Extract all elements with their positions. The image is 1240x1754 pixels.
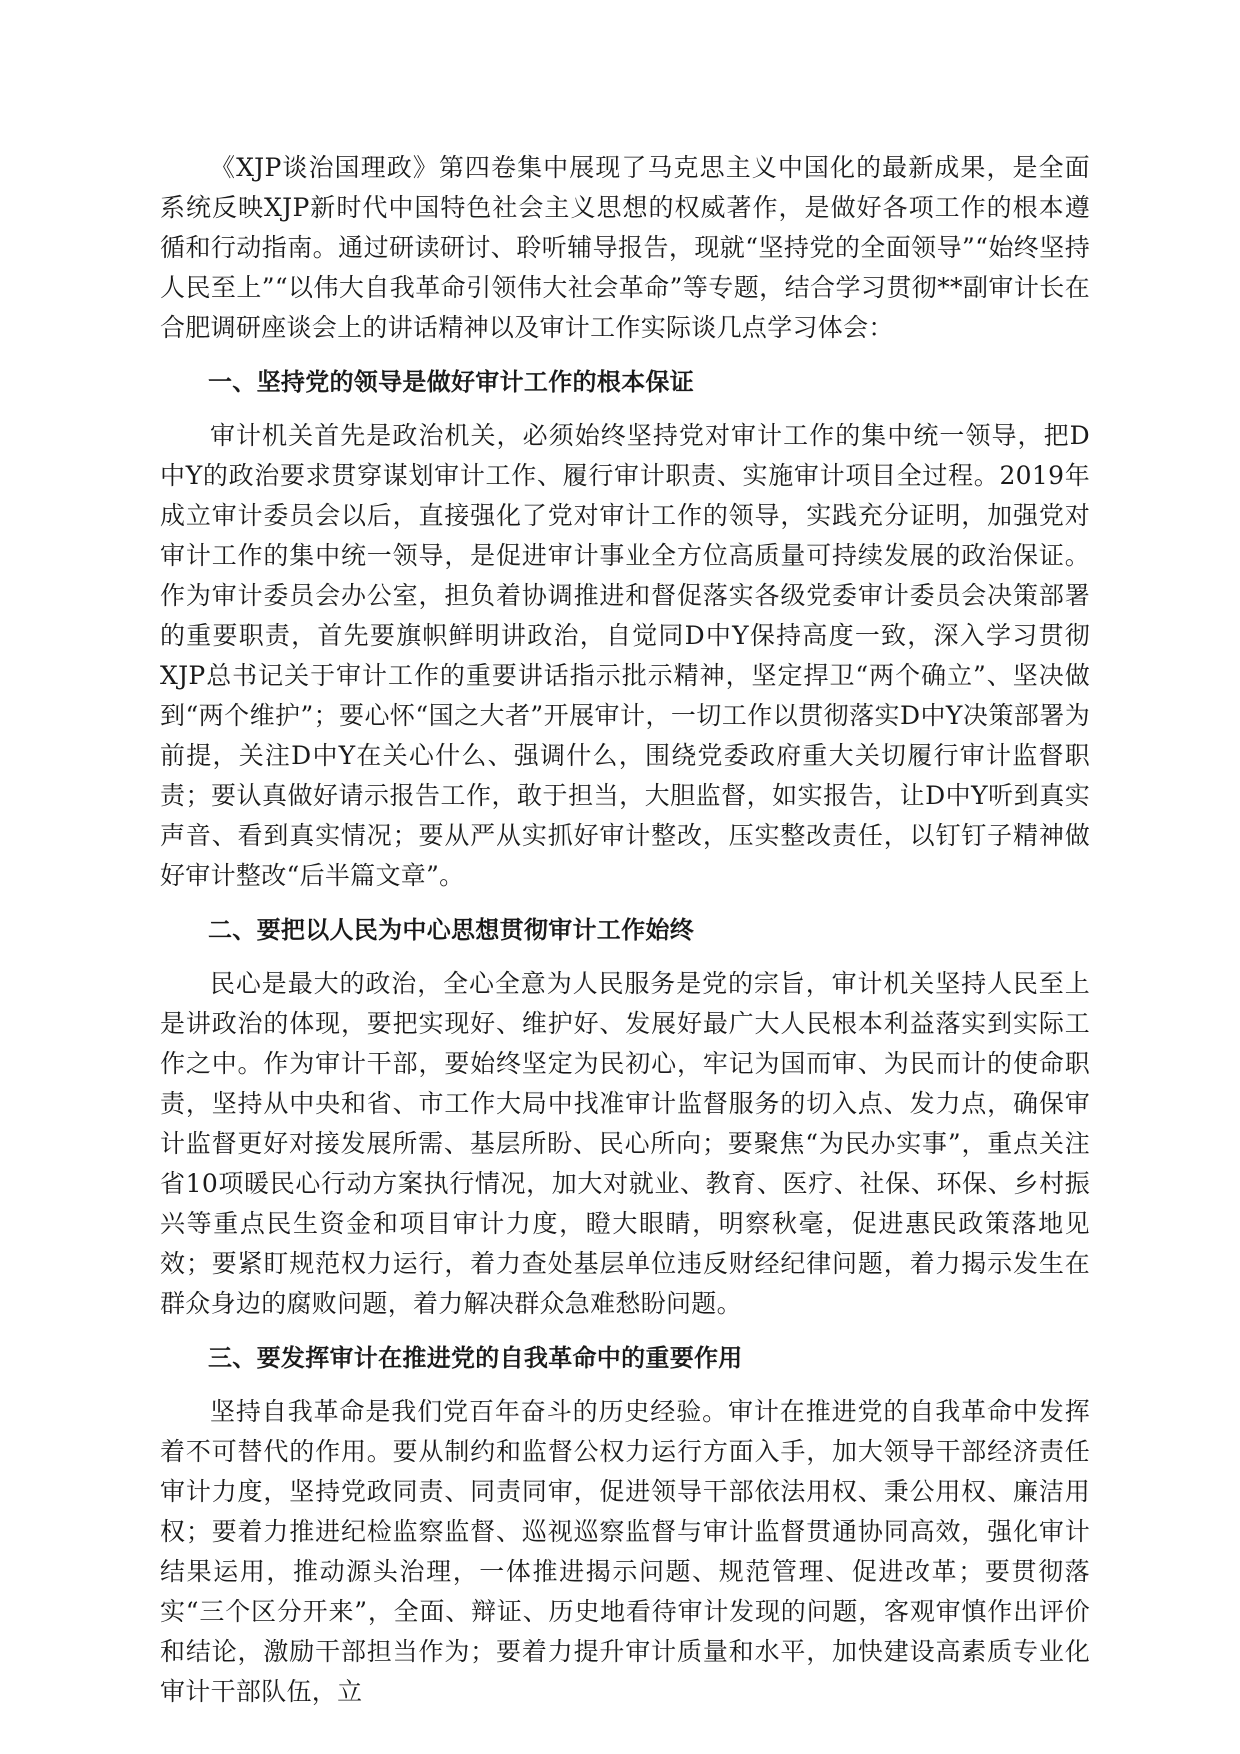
section-2-body: 民心是最大的政治，全心全意为人民服务是党的宗旨，审计机关坚持人民至上是讲政治的体现，要把实现好、维护好、发展好最广大人民根本利益落实到实际工作之中。作为审计干部，要始终坚定为民初心，牢记为国而审、为民而计的使命职责，坚持从中央和省、市工作大局中找准审计监督服务的切入点、发力点，确保审计监督更好对接发展所需、基层所盼、民心所向；要聚焦“为民办实事”，重点关注省10项暖民心行动方案执行情况，加大对就业、教育、医疗、社保、环保、乡村振兴等重点民生资金和项目审计力度，瞪大眼睛，明察秋毫，促进惠民政策落地见效；要紧盯规范权力运行，着力查处基层单位违反财经纪律问题，着力揭示发生在群众身边的腐败问题，着力解决群众急难愁盼问题。 <box>160 969 1090 1318</box>
intro-paragraph: 《XJP谈治国理政》第四卷集中展现了马克思主义中国化的最新成果，是全面系统反映XJP新时代中国特色社会主义思想的权威著作，是做好各项工作的根本遵循和行动指南。通过研读研讨、聆听辅导报告，现就“坚持党的全面领导”“始终坚持人民至上”“以伟大自我革命引领伟大社会革命”等专题，结合学习贯彻**副审计长在合肥调研座谈会上的讲话精神以及审计工作实际谈几点学习体会： <box>160 153 1090 342</box>
section-3-heading: 三、要发挥审计在推进党的自我革命中的重要作用 <box>208 1344 743 1372</box>
section-2-heading: 二、要把以人民为中心思想贯彻审计工作始终 <box>208 916 694 944</box>
section-1-heading: 一、坚持党的领导是做好审计工作的根本保证 <box>208 368 694 396</box>
section-1-body: 审计机关首先是政治机关，必须始终坚持党对审计工作的集中统一领导，把D中Y的政治要求贯穿谋划审计工作、履行审计职责、实施审计项目全过程。2019年成立审计委员会以后，直接强化了党对审计工作的领导，实践充分证明，加强党对审计工作的集中统一领导，是促进审计事业全方位高质量可持续发展的政治保证。作为审计委员会办公室，担负着协调推进和督促落实各级党委审计委员会决策部署的重要职责，首先要旗帜鲜明讲政治，自觉同D中Y保持高度一致，深入学习贯彻XJP总书记关于审计工作的重要讲话指示批示精神，坚定捍卫“两个确立”、坚决做到“两个维护”；要心怀“国之大者”开展审计，一切工作以贯彻落实D中Y决策部署为前提，关注D中Y在关心什么、强调什么，围绕党委政府重大关切履行审计监督职责；要认真做好请示报告工作，敢于担当，大胆监督，如实报告，让D中Y听到真实声音、看到真实情况；要从严从实抓好审计整改，压实整改责任，以钉钉子精神做好审计整改“后半篇文章”。 <box>160 421 1090 890</box>
document-body <box>160 148 1090 1726</box>
section-3-body: 坚持自我革命是我们党百年奋斗的历史经验。审计在推进党的自我革命中发挥着不可替代的作用。要从制约和监督公权力运行方面入手，加大领导干部经济责任审计力度，坚持党政同责、同责同审，促进领导干部依法用权、秉公用权、廉洁用权；要着力推进纪检监察监督、巡视巡察监督与审计监督贯通协同高效，强化审计结果运用，推动源头治理，一体推进揭示问题、规范管理、促进改革；要贯彻落实“三个区分开来”，全面、辩证、历史地看待审计发现的问题，客观审慎作出评价和结论，激励干部担当作为；要着力提升审计质量和水平，加快建设高素质专业化审计干部队伍，立 <box>160 1397 1090 1706</box>
